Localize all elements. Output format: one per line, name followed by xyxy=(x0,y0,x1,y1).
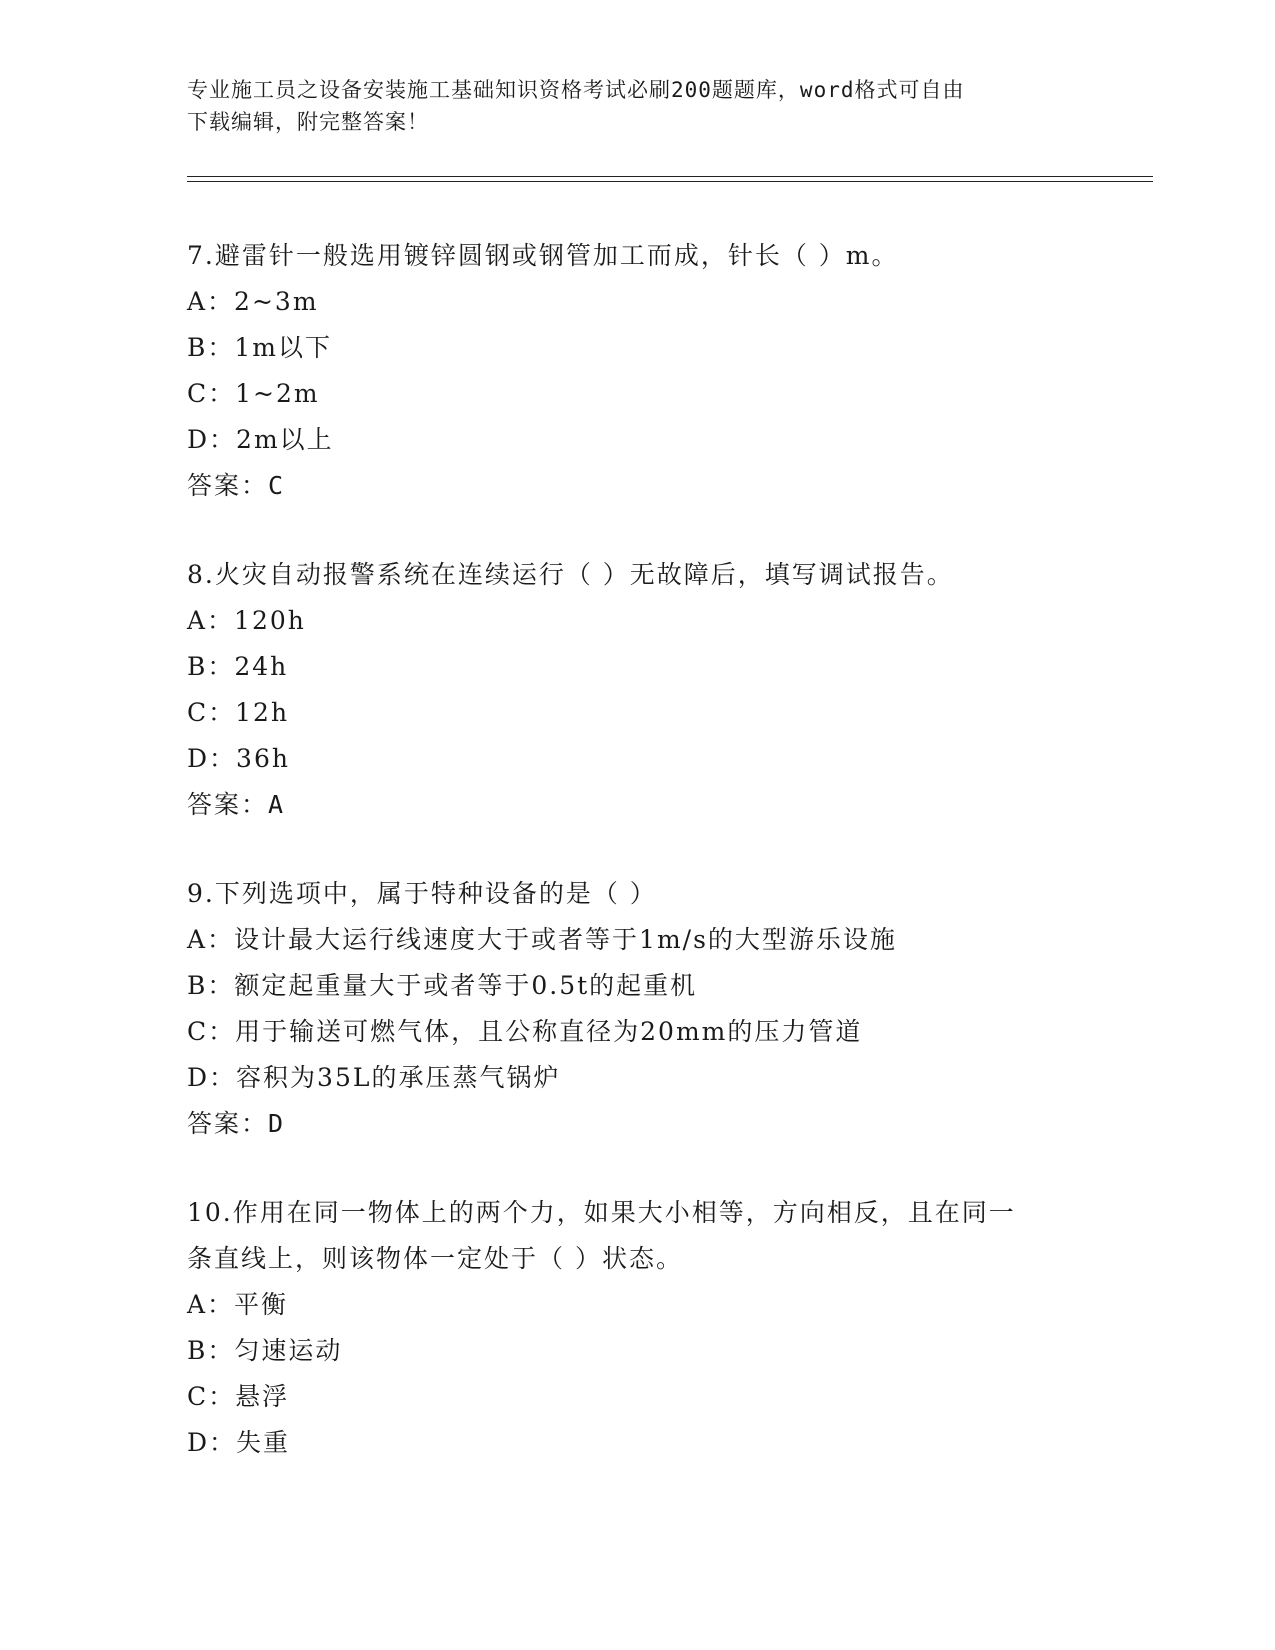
question-stem-line-1: 10.作用在同一物体上的两个力，如果大小相等，方向相反，且在同一 xyxy=(187,1198,1016,1227)
header-divider-bottom xyxy=(187,181,1153,182)
question-stem: 7.避雷针一般选用镀锌圆钢或钢管加工而成，针长（ ）m。 xyxy=(187,241,899,270)
option-c: C：12h xyxy=(187,698,290,727)
header-line-2: 下载编辑，附完整答案！ xyxy=(187,110,429,134)
question-7 xyxy=(187,233,1087,509)
question-stem-line-2: 条直线上，则该物体一定处于（ ）状态。 xyxy=(187,1244,683,1273)
option-b: B：1m以下 xyxy=(187,333,332,362)
question-9 xyxy=(187,871,1087,1147)
header-divider-top xyxy=(187,176,1153,177)
option-d: D：36h xyxy=(187,744,290,773)
option-d: D：失重 xyxy=(187,1428,291,1457)
header-line-1: 专业施工员之设备安装施工基础知识资格考试必刷200题题库，word格式可自由 xyxy=(187,78,965,102)
answer-line: 答案：C xyxy=(187,471,286,500)
question-8 xyxy=(187,552,1087,828)
option-c: C：悬浮 xyxy=(187,1382,290,1411)
option-b: B：匀速运动 xyxy=(187,1336,343,1365)
option-a: A：平衡 xyxy=(187,1290,289,1319)
option-a: A：2~3m xyxy=(187,287,319,316)
answer-line: 答案：D xyxy=(187,1109,286,1138)
document-header xyxy=(187,74,1087,138)
option-d: D：2m以上 xyxy=(187,425,334,454)
option-c: C：1~2m xyxy=(187,379,320,408)
question-stem: 9.下列选项中，属于特种设备的是（ ） xyxy=(187,879,657,908)
answer-line: 答案：A xyxy=(187,790,286,819)
option-b: B：24h xyxy=(187,652,289,681)
question-10 xyxy=(187,1190,1087,1466)
question-stem: 8.火灾自动报警系统在连续运行（ ）无故障后，填写调试报告。 xyxy=(187,560,954,589)
option-a: A：120h xyxy=(187,606,306,635)
option-b: B：额定起重量大于或者等于0.5t的起重机 xyxy=(187,971,698,1000)
option-c: C：用于输送可燃气体，且公称直径为20mm的压力管道 xyxy=(187,1017,863,1046)
option-d: D：容积为35L的承压蒸气锅炉 xyxy=(187,1063,561,1092)
option-a: A：设计最大运行线速度大于或者等于1m/s的大型游乐设施 xyxy=(187,925,897,954)
